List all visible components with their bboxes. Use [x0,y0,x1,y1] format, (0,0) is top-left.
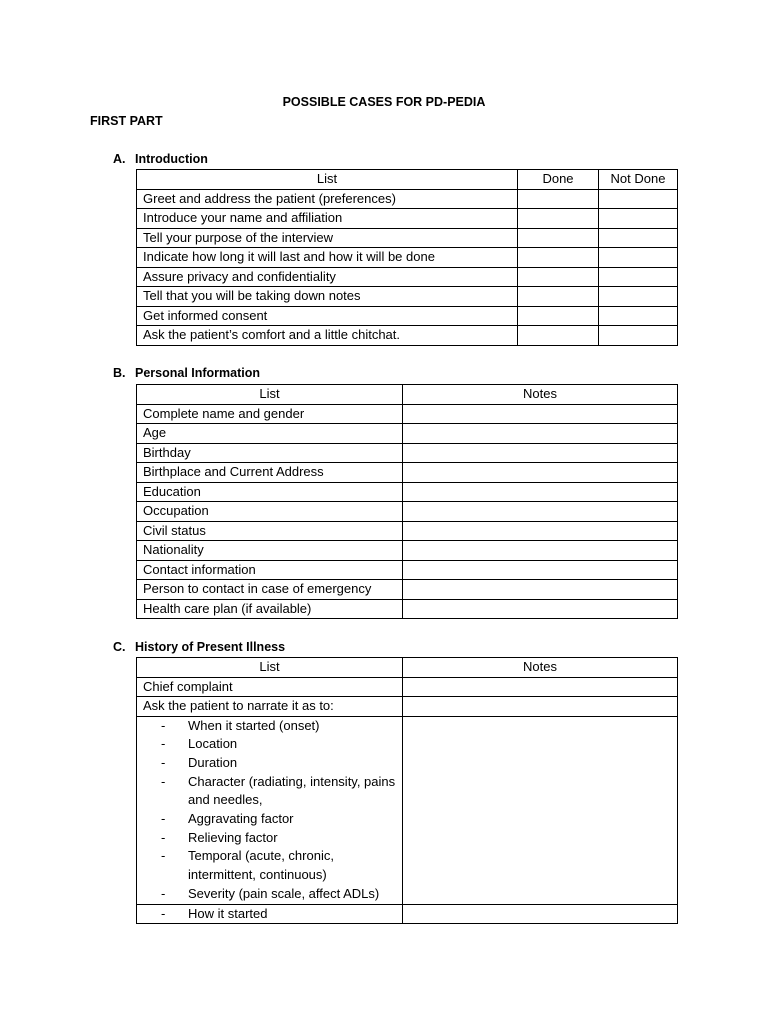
notes-cell[interactable] [403,424,678,444]
table-row [137,502,678,522]
list-item-cell: Person to contact in case of emergency [137,580,403,600]
section-letter: C. [113,640,126,654]
sub-list-item-text: Relieving factor [188,829,278,845]
done-checkbox-cell[interactable] [518,248,599,268]
done-checkbox-cell[interactable] [518,209,599,229]
table-row [137,904,678,924]
column-header-not-done: Not Done [599,170,678,190]
list-item-cell: Tell your purpose of the interview [137,228,518,248]
done-checkbox-cell[interactable] [518,326,599,346]
sub-list-item [137,829,402,848]
list-item-cell: Ask the patient’s comfort and a little chitchat. [137,326,518,346]
section-b-heading [113,366,260,380]
dash-bullet: - [161,811,166,827]
column-header-list: List [137,170,518,190]
section-letter: A. [113,152,126,166]
sub-list-item-text: When it started (onset) [188,717,320,733]
sub-list-item [137,754,402,773]
personal-information-table [136,384,678,619]
notes-cell[interactable] [403,677,678,697]
table-row [137,326,678,346]
sub-list-item [137,717,402,736]
section-title: Introduction [135,152,208,166]
sub-list-item [137,885,402,904]
done-checkbox-cell[interactable] [518,189,599,209]
table-row [137,599,678,619]
table-row [137,404,678,424]
notes-cell[interactable] [403,404,678,424]
table-row [137,287,678,307]
not-done-checkbox-cell[interactable] [599,306,678,326]
dash-bullet: - [161,717,166,733]
table-row [137,248,678,268]
sub-list-item-text: Aggravating factor [188,811,294,827]
list-item-cell: Complete name and gender [137,404,403,424]
dash-bullet: - [161,885,166,901]
table-row [137,560,678,580]
sub-list-item [137,905,402,924]
document-title: POSSIBLE CASES FOR PD-PEDIA [282,95,486,109]
table-row [137,267,678,287]
notes-cell[interactable] [403,716,678,904]
list-item-cell: Greet and address the patient (preferences) [137,189,518,209]
list-item-cell: Birthday [137,443,403,463]
column-header-list: List [137,385,403,405]
table-row [137,716,678,904]
notes-cell[interactable] [403,463,678,483]
table-row [137,209,678,229]
sub-list-item [137,773,402,810]
sub-list-item [137,847,402,884]
column-header-list: List [137,658,403,678]
column-header-notes: Notes [403,658,678,678]
list-item-cell: Ask the patient to narrate it as to: [137,697,403,717]
notes-cell[interactable] [403,599,678,619]
dash-bullet: - [161,905,166,921]
list-item-cell: Birthplace and Current Address [137,463,403,483]
table-row [137,463,678,483]
section-title: History of Present Illness [135,640,286,654]
dash-bullet: - [161,773,166,789]
table-row [137,443,678,463]
table-row [137,482,678,502]
sub-list-item-text: Location [188,736,238,752]
table-row [137,580,678,600]
table-row [137,541,678,561]
sub-list-item [137,735,402,754]
not-done-checkbox-cell[interactable] [599,267,678,287]
list-item-cell: Get informed consent [137,306,518,326]
table-row [137,677,678,697]
table-row [137,424,678,444]
sub-list-item [137,810,402,829]
notes-cell[interactable] [403,580,678,600]
sub-list-item-text: Duration [188,754,238,770]
notes-cell[interactable] [403,541,678,561]
done-checkbox-cell[interactable] [518,306,599,326]
notes-cell[interactable] [403,502,678,522]
table-header-row [137,658,678,678]
list-item-cell: Civil status [137,521,403,541]
section-c-heading [113,640,285,654]
table-row [137,189,678,209]
not-done-checkbox-cell[interactable] [599,228,678,248]
list-item-cell: Indicate how long it will last and how it will be done [137,248,518,268]
notes-cell[interactable] [403,560,678,580]
notes-cell[interactable] [403,482,678,502]
sub-list-cell [137,904,403,924]
table-row [137,697,678,717]
dash-bullet: - [161,754,166,770]
table-row [137,521,678,541]
notes-cell[interactable] [403,443,678,463]
column-header-notes: Notes [403,385,678,405]
sub-list-item-text: Character (radiating, intensity, pains and needles, [188,773,396,808]
done-checkbox-cell[interactable] [518,287,599,307]
list-item-cell: Nationality [137,541,403,561]
table-header-row [137,170,678,190]
not-done-checkbox-cell[interactable] [599,189,678,209]
notes-cell[interactable] [403,697,678,717]
sub-list-item-text: Severity (pain scale, affect ADLs) [188,885,380,901]
introduction-table [136,169,678,346]
not-done-checkbox-cell[interactable] [599,287,678,307]
list-item-cell: Health care plan (if available) [137,599,403,619]
dash-bullet: - [161,829,166,845]
done-checkbox-cell[interactable] [518,228,599,248]
sub-list-cell [137,716,403,904]
list-item-cell: Education [137,482,403,502]
table-row [137,306,678,326]
history-present-illness-table [136,657,678,924]
not-done-checkbox-cell[interactable] [599,209,678,229]
list-item-cell: Assure privacy and confidentiality [137,267,518,287]
column-header-done: Done [518,170,599,190]
list-item-cell: Introduce your name and affiliation [137,209,518,229]
notes-cell[interactable] [403,904,678,924]
section-a-heading [113,152,208,166]
dash-bullet: - [161,848,166,864]
not-done-checkbox-cell[interactable] [599,326,678,346]
table-row [137,228,678,248]
notes-cell[interactable] [403,521,678,541]
list-item-cell: Occupation [137,502,403,522]
list-item-cell: Contact information [137,560,403,580]
list-item-cell: Age [137,424,403,444]
section-letter: B. [113,366,126,380]
list-item-cell: Chief complaint [137,677,403,697]
table-header-row [137,385,678,405]
section-title: Personal Information [135,366,261,380]
done-checkbox-cell[interactable] [518,267,599,287]
dash-bullet: - [161,736,166,752]
list-item-cell: Tell that you will be taking down notes [137,287,518,307]
part-title: FIRST PART [90,114,163,128]
sub-list-item-text: How it started [188,905,268,921]
sub-list-item-text: Temporal (acute, chronic, intermittent, continuous) [188,848,334,883]
not-done-checkbox-cell[interactable] [599,248,678,268]
